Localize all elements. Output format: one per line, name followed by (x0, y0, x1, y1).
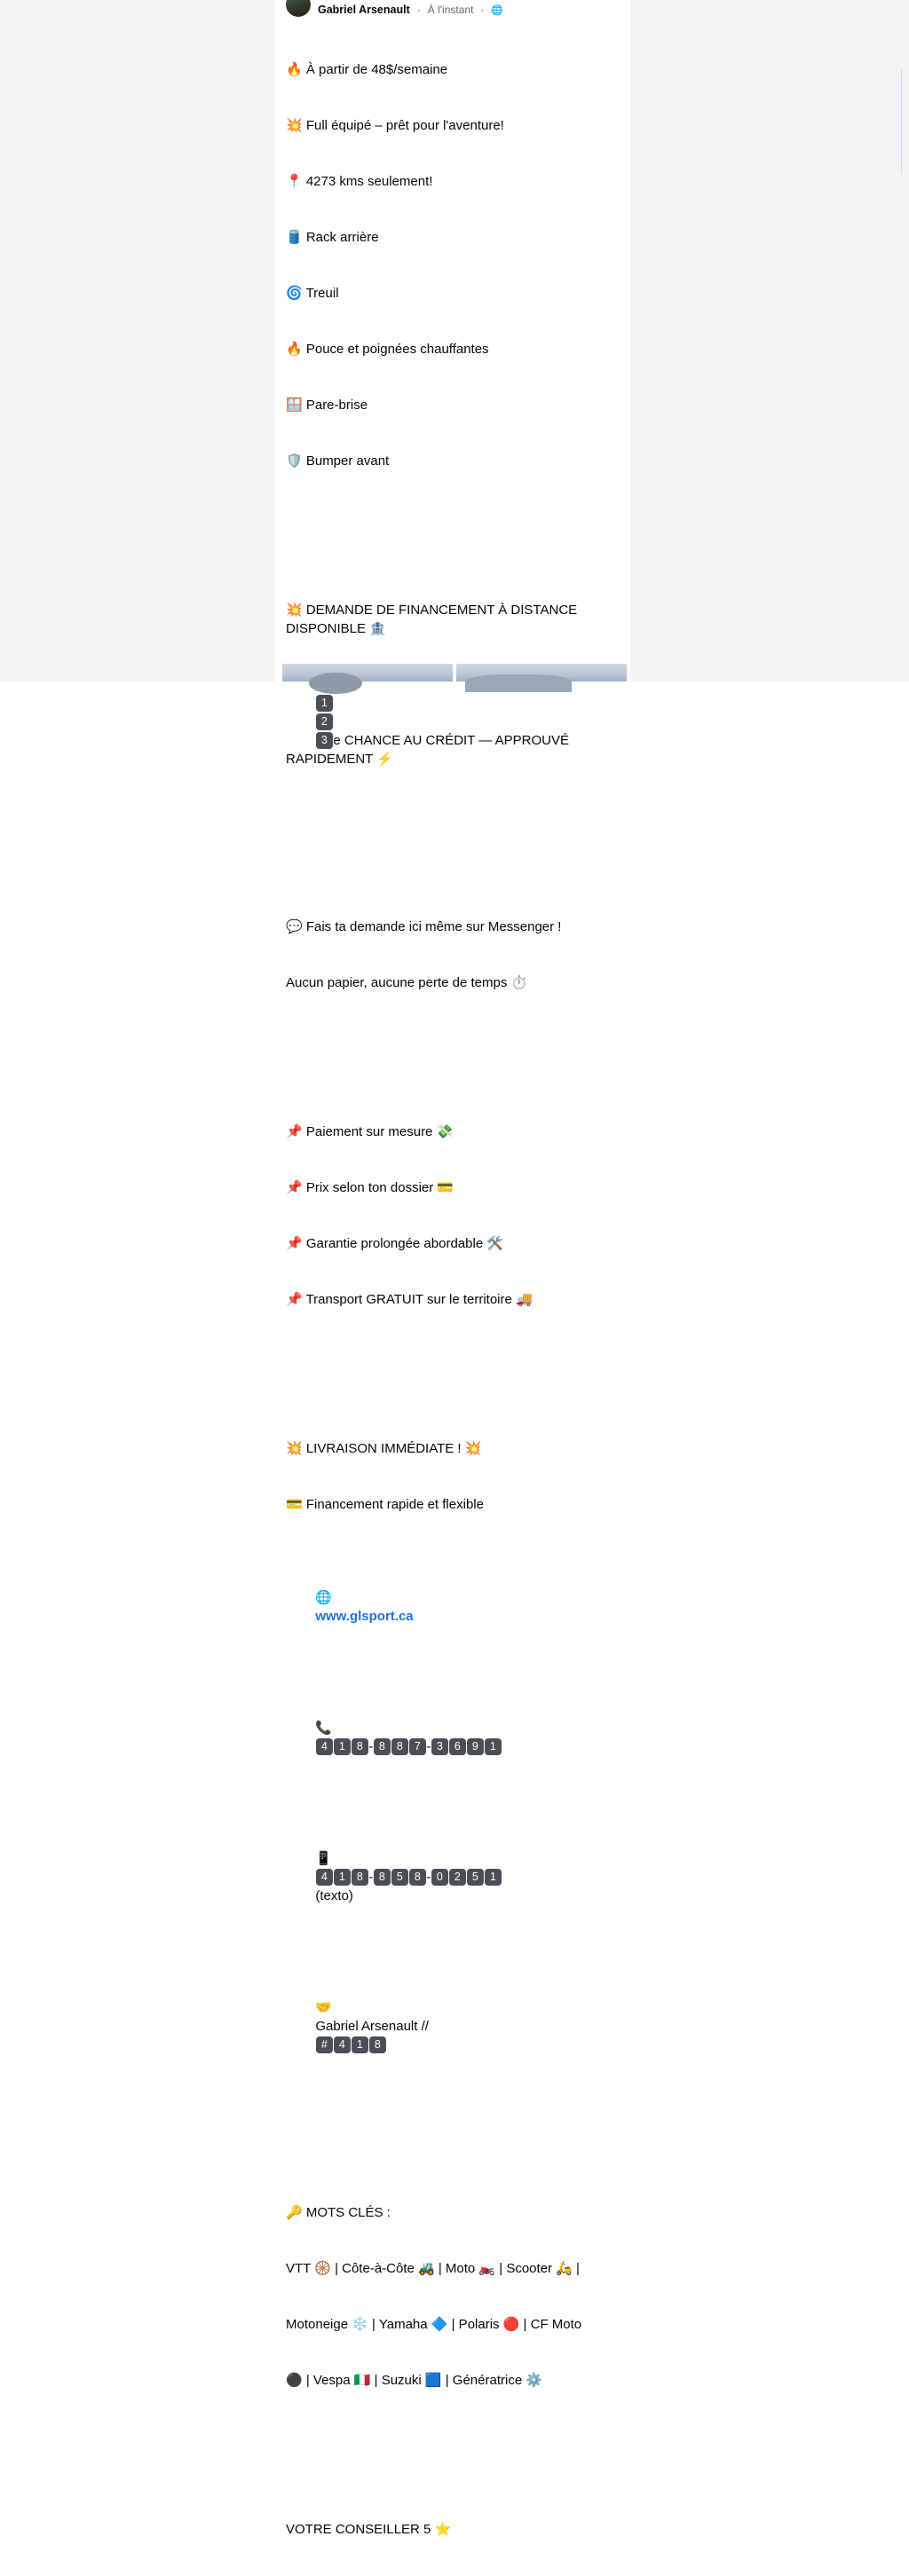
post-line: 🛡️ Bumper avant (286, 453, 390, 469)
post-line: 📌 Garantie prolongée abordable 🛠️ (286, 1236, 504, 1251)
post-line: ⚫ | Vespa 🇮🇹 | Suzuki 🟦 | Génératrice ⚙️ (286, 2373, 542, 2388)
post-line: Aucun papier, aucune perte de temps ⏱️ (286, 975, 528, 990)
phone2-d2: 1 (334, 1869, 351, 1886)
post-line: 💳 Financement rapide et flexible (286, 1497, 484, 1512)
phone1-d8: 6 (449, 1738, 466, 1755)
post-line: 💥 DEMANDE DE FINANCEMENT À DISTANCE DISPONIBLE 🏦 (286, 603, 581, 636)
post-line: Motoneige ❄️ | Yamaha 🔷 | Polaris 🔴 | CF Moto (286, 2317, 582, 2332)
phone1-d1: 4 (316, 1738, 333, 1755)
handshake-icon: 🤝 (315, 1999, 333, 2015)
post-line: VTT 🛞 | Côte-à-Côte 🚜 | Moto 🏍️ | Scooter 🛵 | (286, 2261, 580, 2276)
avatar[interactable] (286, 0, 311, 17)
post-line: 🪟 Pare-brise (286, 398, 368, 413)
right-gutter (630, 0, 909, 681)
spacer (286, 1365, 620, 1383)
post-line: 🌀 Treuil (286, 286, 339, 301)
post-line: 📍 4273 kms seulement! (286, 174, 433, 189)
post-line: 💬 Fais ta demande ici même sur Messenger ! (286, 919, 562, 934)
phone2-d1: 4 (316, 1869, 333, 1886)
phone1-d2: 1 (334, 1738, 351, 1755)
phone1-d7: 3 (431, 1738, 448, 1755)
phone2-d8: 2 (449, 1869, 466, 1886)
hash-keycap: # (316, 2036, 333, 2053)
left-gutter (0, 0, 275, 681)
post-photo-1[interactable] (282, 664, 453, 681)
globe-icon: 🌐 (491, 4, 504, 16)
phone1-d5: 8 (391, 1738, 408, 1755)
keycap-3: 3 (316, 732, 333, 749)
phone-line-2 (286, 1831, 620, 1924)
phone1-d10: 1 (485, 1738, 502, 1755)
phone2-d6: 8 (409, 1869, 426, 1886)
phone2-d3: 8 (352, 1869, 368, 1886)
facebook-post (275, 0, 630, 2537)
phone1-sep2: - (426, 1739, 431, 1754)
phone1-sep1: - (368, 1739, 374, 1754)
contact-name-line (286, 1980, 620, 2073)
spacer (286, 843, 620, 862)
phone2-sep2: - (426, 1870, 431, 1885)
phone1-d4: 8 (374, 1738, 391, 1755)
phone2-d5: 5 (391, 1869, 408, 1886)
post-separator-2: · (480, 4, 485, 16)
scrollbar[interactable] (901, 69, 902, 174)
post-line: 🔥 Pouce et poignées chauffantes (286, 342, 489, 357)
mobile-phone-icon: 📱 (315, 1850, 333, 1866)
post-line-text: e CHANCE AU CRÉDIT — APPROUVÉ RAPIDEMENT ⚡ (286, 733, 573, 767)
post-photo-2[interactable] (456, 664, 627, 681)
phone1-d6: 7 (409, 1738, 426, 1755)
post-line: 🛢️ Rack arrière (286, 230, 379, 245)
phone1-d3: 8 (352, 1738, 368, 1755)
post-line: 📌 Paiement sur mesure 💸 (286, 1124, 454, 1139)
spacer (286, 2446, 620, 2464)
post-line: VOTRE CONSEILLER 5 ⭐ (286, 2522, 452, 2537)
keycap-2: 2 (316, 713, 333, 730)
post-line: 📌 Prix selon ton dossier 💳 (286, 1180, 454, 1195)
website-line (286, 1570, 620, 1644)
post-separator: · (416, 4, 421, 16)
phone2-d10: 1 (485, 1869, 502, 1886)
post-line: 🔑 MOTS CLÉS : (286, 2205, 391, 2220)
area-d1: 4 (334, 2036, 351, 2053)
post-author[interactable]: Gabriel Arsenault (318, 4, 410, 16)
phone2-note: (texto) (315, 1888, 353, 1903)
post-header (286, 0, 620, 20)
spacer (286, 526, 620, 545)
area-d3: 8 (369, 2036, 386, 2053)
phone2-d9: 5 (467, 1869, 484, 1886)
keycap-1: 1 (316, 695, 333, 712)
globe-icon: 🌐 (315, 1589, 333, 1605)
phone1-d9: 9 (467, 1738, 484, 1755)
post-line: 🔥 À partir de 48$/semaine (286, 62, 448, 77)
website-link[interactable]: www.glsport.ca (315, 1609, 414, 1624)
post-timestamp[interactable]: À l'instant (427, 4, 474, 16)
contact-name: Gabriel Arsenault // (315, 2019, 429, 2034)
post-line: 📌 Transport GRATUIT sur le territoire 🚚 (286, 1292, 533, 1307)
phone-line-1 (286, 1700, 620, 1775)
post-line: 💥 LIVRAISON IMMÉDIATE ! 💥 (286, 1441, 482, 1456)
phone2-d7: 0 (431, 1869, 448, 1886)
post-photo-strip (282, 664, 627, 681)
phone-icon: 📞 (315, 1720, 333, 1736)
post-body (286, 23, 620, 2576)
post-line: 💥 Full équipé – prêt pour l'aventure! (286, 118, 504, 133)
spacer (286, 1048, 620, 1067)
spacer (286, 2129, 620, 2147)
phone2-sep1: - (368, 1870, 374, 1885)
area-d2: 1 (352, 2036, 368, 2053)
phone2-d4: 8 (374, 1869, 391, 1886)
